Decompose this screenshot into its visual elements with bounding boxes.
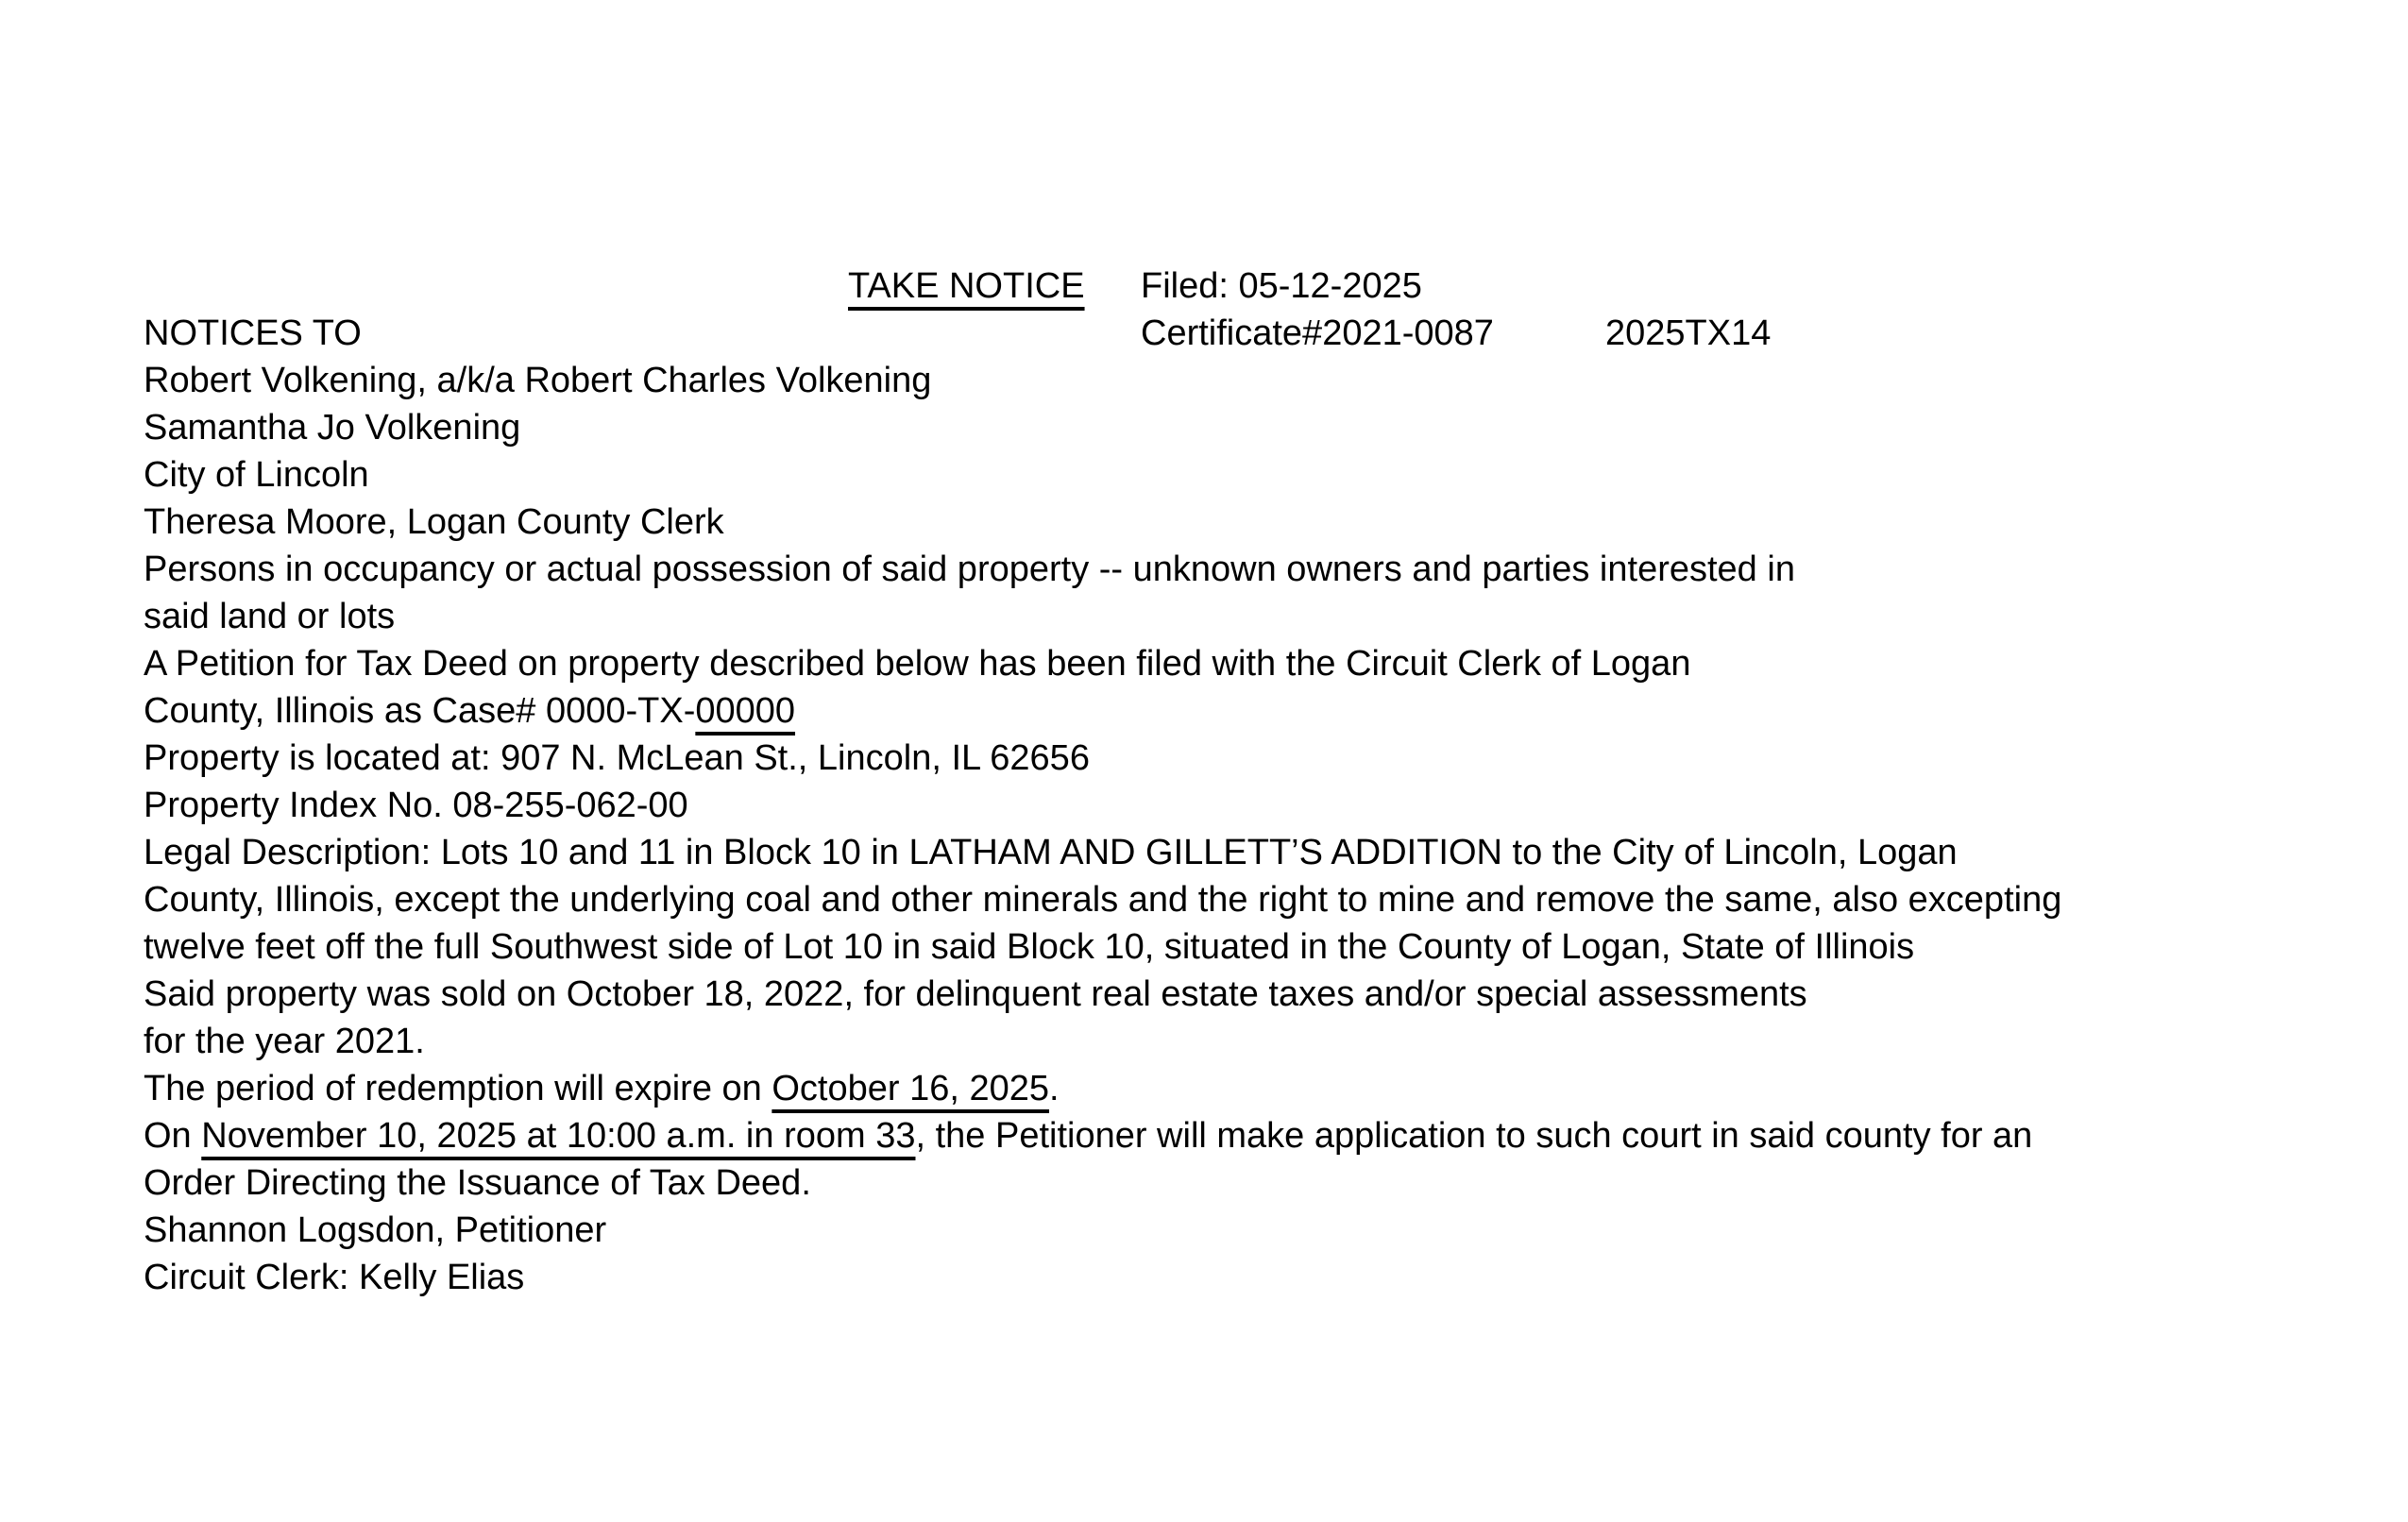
order-directing-text: Order Directing the Issuance of Tax Deed. [144, 1163, 811, 1203]
recipient-line [144, 593, 2363, 640]
recipient-name: Samantha Jo Volkening [144, 408, 521, 448]
sale-year-text: for the year 2021. [144, 1022, 425, 1061]
petition-line-1 [144, 640, 2363, 687]
property-location: Property is located at: 907 N. McLean St., Lincoln, IL 62656 [144, 738, 1090, 778]
recipient-line [144, 499, 2363, 546]
case-number-tag: 2025TX14 [1605, 313, 1772, 353]
legal-description-line-3 [144, 923, 2363, 971]
hearing-line-1 [144, 1112, 2363, 1159]
redemption-suffix: . [1049, 1069, 1060, 1108]
recipient-line [144, 404, 2363, 451]
hearing-line-2 [144, 1159, 2363, 1207]
recipient-name: Theresa Moore, Logan County Clerk [144, 502, 724, 542]
circuit-clerk-line [144, 1254, 2363, 1301]
legal-description-line-2 [144, 876, 2363, 923]
circuit-clerk-name: Circuit Clerk: Kelly Elias [144, 1258, 525, 1297]
sale-line-2 [144, 1018, 2363, 1065]
property-index-no: Property Index No. 08-255-062-00 [144, 786, 688, 825]
recipient-occupants: Persons in occupancy or actual possession of said property -- unknown owners and parties interested in [144, 550, 1795, 589]
legal-description-text: twelve feet off the full Southwest side of Lot 10 in said Block 10, situated in the County of Logan, State of Illinois [144, 927, 1915, 967]
notices-to-line [144, 310, 2363, 357]
hearing-suffix: , the Petitioner will make application to such court in said county for an [915, 1116, 2033, 1156]
case-number-prefix: County, Illinois as Case# 0000-TX- [144, 691, 696, 731]
recipient-name: Robert Volkening, a/k/a Robert Charles Volkening [144, 361, 932, 400]
recipient-line [144, 357, 2363, 404]
certificate-number: Certificate#2021-0087 [1141, 313, 1494, 353]
hearing-date-time: November 10, 2025 at 10:00 a.m. in room 33 [201, 1116, 916, 1156]
sale-text: Said property was sold on October 18, 2022, for delinquent real estate taxes and/or special assessments [144, 974, 1807, 1014]
header-line [144, 262, 2363, 310]
petition-line-2 [144, 687, 2363, 735]
filed-date: Filed: 05-12-2025 [1141, 266, 1422, 306]
recipient-line [144, 546, 2363, 593]
recipient-name: City of Lincoln [144, 455, 369, 495]
legal-description-line-1 [144, 829, 2363, 876]
hearing-prefix: On [144, 1116, 202, 1156]
case-number-blank: 00000 [695, 691, 796, 731]
property-location-line [144, 735, 2363, 782]
petition-text: A Petition for Tax Deed on property described below has been filed with the Circuit Clerk of Logan [144, 644, 1691, 684]
legal-description-text: Legal Description: Lots 10 and 11 in Block 10 in LATHAM AND GILLETT’S ADDITION to the City of Lincoln, Logan [144, 833, 1958, 872]
take-notice-document [144, 262, 2363, 1301]
recipient-line [144, 451, 2363, 499]
take-notice-title: TAKE NOTICE [848, 266, 1085, 306]
redemption-expiry-date: October 16, 2025 [772, 1069, 1050, 1108]
petitioner-name: Shannon Logsdon, Petitioner [144, 1210, 607, 1250]
recipient-occupants-cont: said land or lots [144, 597, 396, 636]
property-index-line [144, 782, 2363, 829]
petitioner-line [144, 1207, 2363, 1254]
sale-line-1 [144, 971, 2363, 1018]
notices-to-label: NOTICES TO [144, 313, 362, 353]
redemption-prefix: The period of redemption will expire on [144, 1069, 772, 1108]
legal-description-text: County, Illinois, except the underlying coal and other minerals and the right to mine and remove the same, also excepting [144, 880, 2062, 920]
redemption-line [144, 1065, 2363, 1112]
